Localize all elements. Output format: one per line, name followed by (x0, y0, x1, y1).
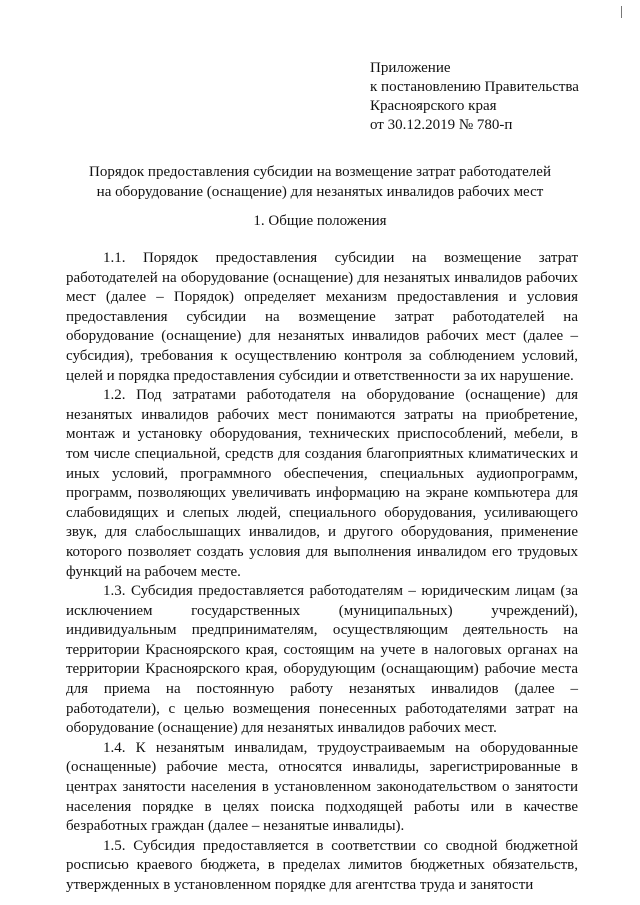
document-title (60, 162, 580, 202)
title-line: Порядок предоставления субсидии на возмещение затрат работодателей (89, 164, 551, 180)
section-heading: 1. Общие положения (253, 213, 387, 229)
paragraph-1-5: 1.5. Субсидия предоставляется в соответствии со сводной бюджетной росписью краевого бюджета, в пределах лимитов бюджетных обязательств, утвержденных в установленном порядке для агентства труда и занятости (66, 837, 578, 893)
section-body (66, 249, 578, 896)
appendix-line: Приложение (370, 60, 451, 76)
paragraph-1-4: 1.4. К незанятым инвалидам, трудоустраиваемым на оборудованные (оснащенные) рабочие места, относятся инвалиды, зарегистрированные в центрах занятости населения в установленном законодательством о занятости населения порядке в целях поиска подходящей работы или в качестве безработных граждан (далее – незанятые инвалиды). (66, 739, 578, 835)
paragraph-1-2: 1.2. Под затратами работодателя на оборудование (оснащение) для незанятых инвалидов рабочих мест понимаются затраты на приобретение, монтаж и установку оборудования, технических приспособлений, мебели, в том числе специальной, средств для создания благоприятных климатических и иных условий, программного обеспечения, специальных аудиопрограмм, программ, позволяющих увеличивать информацию на экране компьютера для слабовидящих и слепых людей, специального оборудования, усиливающего звук, для слабослышащих инвалидов, и другого оборудования, применение которого позволяет создать условия для выполнения инвалидом его трудовых функций на рабочем месте. (66, 387, 578, 580)
title-line: на оборудование (оснащение) для незанятых инвалидов рабочих мест (96, 184, 544, 200)
paragraph-1-1: 1.1. Порядок предоставления субсидии на возмещение затрат работодателей на оборудование (оснащение) для незанятых инвалидов рабочих мест (далее – Порядок) определяет механизм предоставления и условия предоставления субсидии на возмещение затрат работодателей на оборудование (оснащение) для незанятых инвалидов рабочих мест (далее – субсидия), требования к осуществлению контроля за соблюдением условий, целей и порядка предоставления субсидии и ответственности за их нарушение. (66, 250, 578, 384)
appendix-line: к постановлению Правительства (370, 79, 579, 95)
appendix-line: Красноярского края (370, 98, 497, 114)
scan-edge-mark (621, 6, 622, 18)
appendix-date-line: от 30.12.2019 № 780-п (370, 117, 513, 133)
paragraph-1-3: 1.3. Субсидия предоставляется работодателям – юридическим лицам (за исключением государственных (муниципальных) учреждений), индивидуальным предпринимателям, осуществляющим деятельность на территории Красноярского края, состоящим на учете в налоговых органах на территории Красноярского края, оборудующим (оснащающим) рабочие места для приема на постоянную работу незанятых инвалидов (далее – работодатели), с целью возмещения понесенных работодателями затрат на оборудование (оснащение) для незанятых инвалидов рабочих мест. (66, 583, 578, 737)
appendix-block (370, 59, 632, 135)
